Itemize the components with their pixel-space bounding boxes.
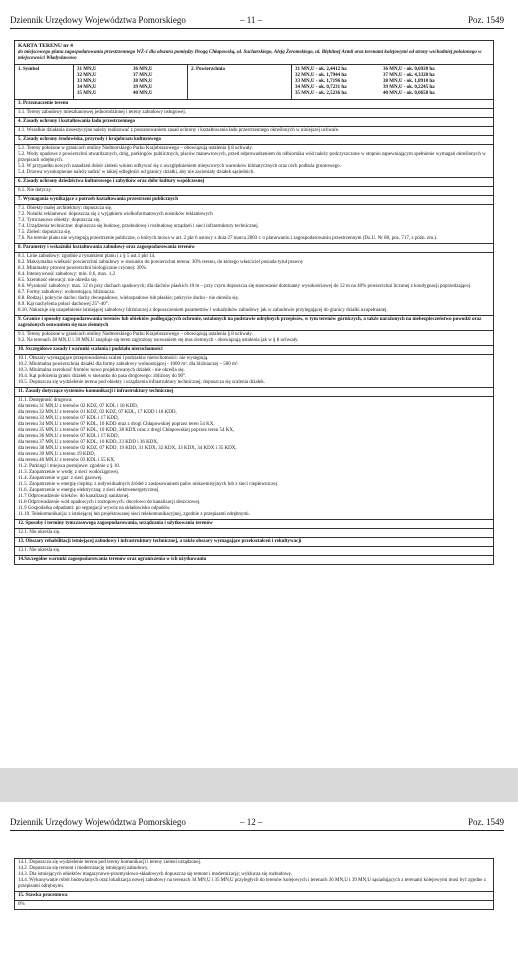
section-title: 9. Granice i sposoby zagospodarowania terenów lub obiektów podlegających ochronie, ustalonych na podstawie odrębnych przepisów, w tym terenów górniczych, a także narażonych na niebezpieczeństwo powodzi oraz zagrożonych osuwaniem się mas ziemnych	[15, 316, 493, 331]
list-item: 9.2. Na terenach 38 MN,U i 39 MN,U znajduje się teren zagrożony osuwaniem się mas ziemnych - obowiązują ustalenia jak w § 8 uchwały.	[18, 338, 299, 343]
sections-list	[14, 100, 494, 565]
table-cell: 40 MN,U	[133, 91, 153, 96]
list-item: dla terenu 32 MN,U z terenów 01 KDZ, 02 KDZ, 07 KDL, 17 KDD i 18 KDD,	[18, 410, 177, 415]
areas-column-2	[383, 67, 435, 97]
list-item: dla terenu 38 MN,U z terenów 02 KDZ, 07 KDD, 19 KDD, 31 KDX, 32 KDX, 33 KDX, 34 KDX i 35 KDX,	[18, 446, 237, 451]
table-cell: 36 MN,U - ok. 0,6920 ha	[383, 67, 435, 72]
section-title: 3. Przeznaczenie terenu	[15, 100, 493, 109]
table-cell: 33 MN,U	[77, 79, 97, 84]
table-cell: 37 MN,U	[133, 73, 153, 78]
list-item: dla terenu 31 MN,U z terenów 02 KDZ, 07 KDL i 18 KDD,	[18, 404, 138, 409]
section-title: 10. Szczegółowe zasady i warunki scalania i podziału nieruchomości	[15, 346, 493, 355]
list-item: 8.10. Nakazuje się uzupełnienie istniejącej zabudowy bliźniaczej z dopuszczeniem parametrów i wskaźników zabudowy jak w zabudowie przylegającej do granicy działki uzupełnianej.	[18, 308, 388, 313]
section-body	[15, 397, 493, 519]
header-rule	[10, 28, 504, 29]
list-item: 10.1. Obszary wymagające przeprowadzenia scaleń i podziałów nieruchomości: nie występują.	[18, 356, 209, 361]
list-item: 14.4. Wykonywanie robót budowlanych oraz lokalizacja nowej zabudowy na terenach 34 MN,U i 35 MN,U przyległych do terenów kolejowych i terenach 36 MN,U i 39 MN,U sąsiadujących z terenami kolejowymi musi być zgodne z przepisami odrębnymi.	[18, 878, 486, 889]
list-item: 7.3. Tymczasowe obiekty: dopuszcza się.	[18, 218, 101, 223]
column-divider	[187, 65, 188, 99]
table-cell: 38 MN,U - ok. 1,8910 ha	[383, 79, 435, 84]
list-item: 8.4. Intensywność zabudowy: min. 0,6, max. 1,2	[18, 272, 116, 277]
table-cell: 35 MN,U	[77, 91, 97, 96]
table-cell: 31 MN,U	[77, 67, 97, 72]
list-item: 10.3. Minimalna szerokość frontów nowo projektowanych działek - nie określa się.	[18, 368, 185, 373]
section-body	[15, 901, 493, 909]
list-item: 11.3. Zaopatrzenie w wodę: z sieci wodociągowej.	[18, 470, 120, 475]
list-item: 5.4. Drzewa wysokopienne należy sadzić w takiej odległości od granicy działki, aby nie zacieniały działek sąsiednich.	[18, 170, 255, 175]
list-item: 13.1. Nie określa się.	[18, 548, 61, 553]
list-item: 8.9. Kąt nachylenia połaci dachowej 25°-40°.	[18, 302, 109, 307]
table-cell: 39 MN,U - ok. 0,2245 ha	[383, 85, 435, 90]
section-title: 5. Zasady ochrony środowiska, przyrody i krajobrazu kulturowego	[15, 136, 493, 145]
list-item: dla terenu 35 MN,U z terenów 07 KDL, 10 KDD, 38 KDX oraz z drogi Chłapowskiej poprzez teren 54 KX,	[18, 428, 235, 433]
list-item: 8.1. Linie zabudowy: zgodnie z rysunkiem planu i z § 5 ust.1 pkt 14.	[18, 254, 156, 259]
list-item: 4.1. Wszelkie działania inwestycyjne należy realizować z poszanowaniem zasad ochrony i kształtowania ładu przestrzennego określonych w niniejszej uchwale.	[18, 128, 340, 133]
position-number: Poz. 1549	[468, 817, 504, 827]
list-item: 8.6. Wysokość zabudowy: max. 12 m przy dachach spadowych; dla dachów płaskich 10 m – przy czym dopuszcza się stosowanie dominanty wysokościowej do 12 m na 40% powierzchni liczonej z kondygnacji poprzedzającej.	[18, 284, 472, 289]
card-subtitle: do miejscowego planu zagospodarowania przestrzennego WŻ-1 dla obszaru pomiędzy Drogą Chłapowską, ul. Sucharskiego, Aleją Żeromskiego, ul. Błękitnej Armii oraz terenami kolejowymi od strony wschodniej położonego w miejscowości Władysławowo	[18, 50, 482, 61]
card-title: KARTA TERENU nr 4	[18, 43, 73, 49]
list-item: 8.7. Formy zabudowy: wolnostojąca, bliźniacza.	[18, 290, 115, 295]
list-item: 10.4. Kąt położenia granic działek w stosunku do pasa drogowego: zbliżony do 90°.	[18, 374, 187, 379]
symbol-area-table	[14, 65, 494, 100]
section-body	[15, 187, 493, 195]
list-item: 7.5. Zieleń: dopuszcza się.	[18, 230, 72, 235]
list-item: 10.5. Dopuszcza się wydzielenie terenu pod obiekty i urządzenia infrastruktury technicznej; dopuszcza się scalenia działek.	[18, 380, 265, 385]
section-body	[15, 859, 493, 891]
section	[14, 520, 494, 538]
list-item: 10.2. Minimalna powierzchnia działki dla formy zabudowy wolnostojącej - 1000 m², dla bliźniaczej – 500 m².	[18, 362, 239, 367]
list-item: 6.1. Nie dotyczy.	[18, 188, 52, 193]
list-item: 5.1. Tereny położone w granicach otuliny Nadmorskiego Parku Krajobrazowego – obowiązują ustalenia § 8 uchwały.	[18, 146, 253, 151]
section-title: 12. Sposoby i terminy tymczasowego zagospodarowania, urządzania i użytkowania terenów	[15, 520, 493, 529]
section-title: 6. Zasady ochrony dziedzictwa kulturowego i zabytków oraz dóbr kultury współczesnej	[15, 178, 493, 187]
section	[14, 556, 494, 565]
section	[14, 346, 494, 388]
list-item: 11.1. Dostępność drogowa:	[18, 398, 73, 403]
list-item: dla terenu 34 MN,U z terenów 07 KDL, 10 KDD oraz z drogi Chłapowskiej poprzez teren 54 KX,	[18, 422, 215, 427]
section-title: 15. Stawka procentowa	[15, 892, 493, 901]
list-item: 11.9 Gospodarka odpadami: po segregacji wywóz na składowisko odpadów.	[18, 506, 171, 511]
section	[14, 118, 494, 136]
page-number: – 12 –	[240, 817, 263, 827]
list-item: dla terenu 33 MN,U z terenów 07 KDL i 17 KDD,	[18, 416, 119, 421]
list-item: 12.1. Nie określa się.	[18, 530, 61, 535]
table-cell: 37 MN,U - ok. 4,3328 ha	[383, 73, 435, 78]
document-body	[14, 40, 494, 565]
section	[14, 388, 494, 520]
table-cell: 40 MN,U - ok. 0,0658 ha	[383, 91, 435, 96]
section-title: 7. Wymagania wynikające z potrzeb kształtowania przestrzeni publicznych	[15, 196, 493, 205]
section-14-continued	[14, 858, 494, 892]
section	[14, 136, 494, 178]
table-cell: 39 MN,U	[133, 85, 153, 90]
list-item: 8.3. Minimalny procent powierzchni biologicznie czynnej: 30%.	[18, 266, 147, 271]
journal-title: Dziennik Urzędowy Województwa Pomorskiego	[10, 817, 186, 827]
list-item: 7.1. Obiekty małej architektury: dopuszcza się.	[18, 206, 113, 211]
section-body	[15, 253, 493, 315]
list-item: 8.2. Maksymalna wielkość powierzchni zabudowy w stosunku do powierzchni terenu: 30% terenu, do którego właściciel posiada tytuł prawny	[18, 260, 304, 265]
list-item: 11.8 Odprowadzenie wód opadowych i roztopowych: docelowo do kanalizacji deszczowej.	[18, 500, 201, 505]
list-item: 11.7 Odprowadzenie ścieków: do kanalizacji sanitarnej.	[18, 494, 130, 499]
list-item: 9.1. Tereny położone w granicach otuliny Nadmorskiego Parku Krajobrazowego – obowiązują ustalenia § 8 uchwały.	[18, 332, 253, 337]
section	[14, 196, 494, 244]
list-item: 8.8. Rodzaj i pokrycie dachu: dachy dwuspadowe, wielospadowe lub płaskie; pokrycie dachu - nie określa się.	[18, 296, 239, 301]
list-item: 11.5. Zaopatrzenie w energię cieplną: z indywidualnych źródeł z zastosowaniem paliw niskoemisyjnych lub z sieci ciepłowniczej.	[18, 482, 279, 487]
section-body	[15, 355, 493, 387]
column-divider	[291, 65, 292, 99]
table-cell: 35 MN,U - ok. 2,5236 ha	[295, 91, 347, 96]
table-cell: 32 MN,U	[77, 73, 97, 78]
section-body	[15, 127, 493, 135]
table-cell: 34 MN,U - ok. 0,7231 ha	[295, 85, 347, 90]
list-item: 11.2. Parkingi i miejsca postojowe: zgodnie z § 10.	[18, 464, 121, 469]
section-body	[15, 109, 493, 117]
section-title: 13. Obszary rehabilitacji istniejącej zabudowy i infrastruktury technicznej, a także obszary wymagające przekształceń i rekultywacji	[15, 538, 493, 547]
section	[14, 316, 494, 346]
list-item: 5.2. Wody opadowe z powierzchni utwardzonych, dróg, parkingów publicznych, placów manewrowych, przed odprowadzeniem do odbiornika wód należy podczyszczone w stopniu zapewniającym spełnienie wymagań określonych w przepisach odrębnych.	[18, 152, 486, 163]
header-rule	[10, 830, 504, 831]
list-item: 5.3. W przypadku nowych nasadzeń dobór zieleni winien odbywać się z uwzględnieniem miejscowych warunków klimatycznych oraz cech podłoża gruntowego.	[18, 164, 341, 169]
table-cell: 36 MN,U	[133, 67, 153, 72]
list-item: 11.4. Zaopatrzenie w gaz: z sieci gazowej.	[18, 476, 103, 481]
section-body	[15, 331, 493, 345]
page-12	[0, 802, 518, 960]
running-head	[10, 816, 504, 828]
section-title: 14.Szczególne warunki zagospodarowania terenów oraz ograniczenia w ich użytkowaniu	[18, 557, 207, 562]
journal-title: Dziennik Urzędowy Województwa Pomorskiego	[10, 15, 186, 25]
section-15	[14, 892, 494, 910]
areas-column-1	[295, 67, 347, 97]
section-title: 11. Zasady dotyczące systemów komunikacji i infrastruktury technicznej	[15, 388, 493, 397]
section-body	[15, 205, 493, 243]
list-item: 7.4. Urządzenia techniczne: dopuszcza się budowę, przebudowę i rozbudowę urządzeń i sieci infrastruktury technicznej.	[18, 224, 259, 229]
list-item: 7.6. Na terenie planu nie występują przestrzenie publiczne, o których mowa w art. 2 pkt 6 ustawy z dnia 27 marca 2003 r. o planowaniu i zagospodarowaniu przestrzennym (Dz.U. Nr 80, poz. 717, z późn. zm.).	[18, 236, 438, 241]
list-item: dla terenu 36 MN,U z terenów 07 KDL i 17 KDD,	[18, 434, 119, 439]
list-item: 14.1. Dopuszcza się wydzielenie terenu pod tereny komunikacji i tereny zieleni urządzonej.	[18, 860, 202, 865]
list-item: 3.1. Tereny zabudowy mieszkaniowej jednorodzinnej i tereny zabudowy usługowej.	[18, 110, 186, 115]
table-cell: 32 MN,U - ok. 1,7944 ha	[295, 73, 347, 78]
list-item: 11.6. Zaopatrzenie w energię elektryczną: z sieci elektroenergetycznej.	[18, 488, 160, 493]
section-body	[15, 529, 493, 537]
list-item: dla terenu 39 MN,U z terenu 19 KDD,	[18, 452, 96, 457]
table-cell: 34 MN,U	[77, 85, 97, 90]
area-label: 2. Powierzchnia	[191, 67, 225, 72]
list-item: 14.3. Dla istniejących obiektów magazynowo-przemysłowo-składowych dopuszcza się remont i modernizację; wyklucza się rozbudowę.	[18, 872, 292, 877]
symbols-column-2	[133, 67, 152, 97]
table-cell: 33 MN,U - ok. 1,7196 ha	[295, 79, 347, 84]
list-item: 7.2. Nośniki reklamowe: dopuszcza się z wyjątkiem wielkoformatowych nośników reklamowych	[18, 212, 213, 217]
symbol-label: 1. Symbol	[18, 67, 40, 72]
document-body	[14, 858, 494, 910]
section-title: 4. Zasady ochrony i kształtowania ładu przestrzennego	[15, 118, 493, 127]
position-number: Poz. 1549	[468, 15, 504, 25]
table-cell: 38 MN,U	[133, 79, 153, 84]
section	[14, 178, 494, 196]
list-item: dla terenu 40 MN,U z terenów 03 KDL i 55 KX.	[18, 458, 116, 463]
symbols-column-1	[77, 67, 96, 97]
card-header	[14, 40, 494, 65]
section	[14, 244, 494, 316]
table-cell: 31 MN,U - ok. 2,4412 ha	[295, 67, 347, 72]
list-item: 14.2. Dopuszcza się remont i modernizację istniejącej zabudowy.	[18, 866, 149, 871]
rate-value: 0%	[18, 902, 25, 907]
section	[14, 100, 494, 118]
list-item: dla terenu 37 MN,U z terenów 07 KDL, 10 KDD, 23 KDD i 36 KDX,	[18, 440, 159, 445]
list-item: 8.5. Szerokość elewacji: nie określa się.	[18, 278, 98, 283]
section	[14, 538, 494, 556]
list-item: 11.10. Telekomunikacja: z istniejącej lub projektowanej sieci telekomunikacyjnej, zgodnie z przepisami odrębnymi.	[18, 512, 250, 517]
running-head	[10, 14, 504, 26]
page-number: – 11 –	[240, 15, 263, 25]
section-body	[15, 145, 493, 177]
column-divider	[73, 65, 74, 99]
section-title: 8. Parametry i wskaźniki kształtowania zabudowy oraz zagospodarowania terenów	[15, 244, 493, 253]
section-body	[15, 547, 493, 555]
